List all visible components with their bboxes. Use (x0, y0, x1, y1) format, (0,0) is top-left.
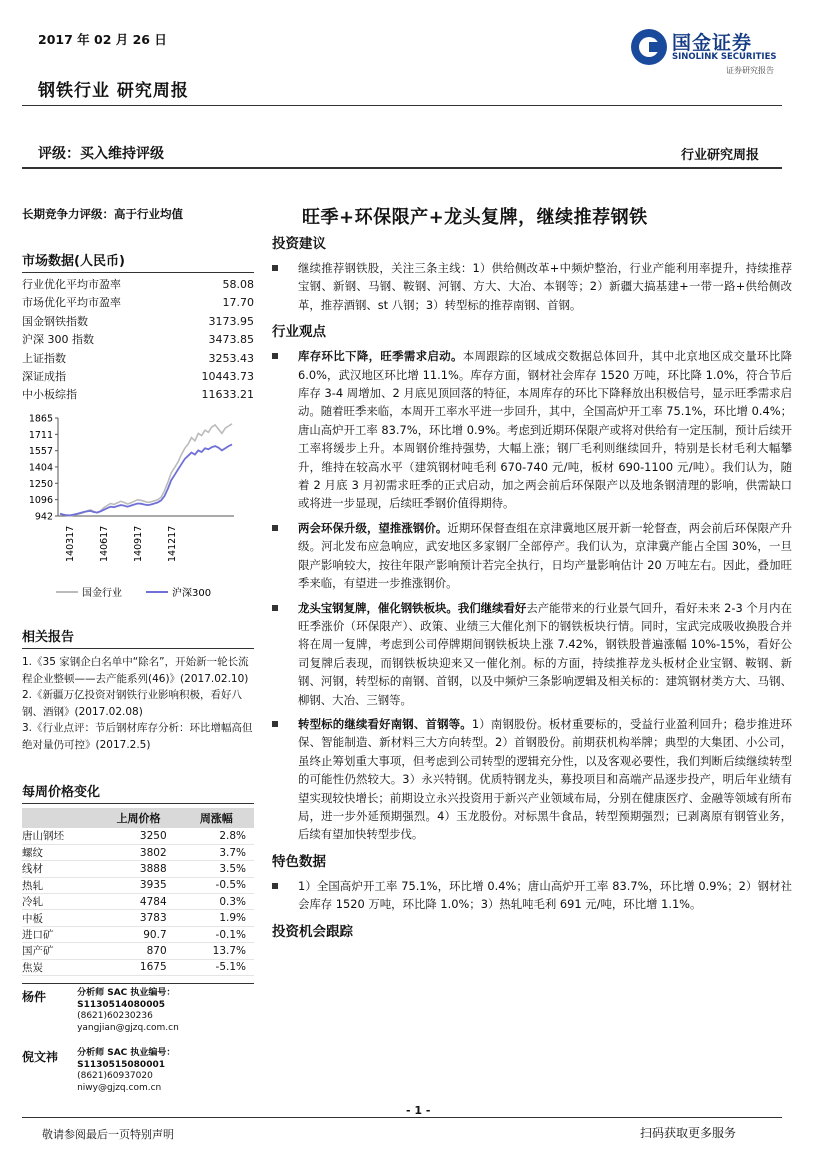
bullet-square-icon (272, 721, 278, 727)
price-name: 中板 (22, 910, 99, 926)
price-section (22, 781, 254, 976)
price-value: 3802 (99, 844, 179, 860)
related-reports-title: 相关报告 (22, 626, 254, 649)
market-value: 3173.95 (208, 314, 254, 328)
section-heading: 投资机会跟踪 (272, 923, 353, 940)
analyst-name: 倪文祎 (22, 1050, 59, 1064)
analyst-line: (8621)60937020 (77, 1071, 153, 1081)
rating-rule (22, 167, 782, 169)
price-header: 上周价格 (99, 808, 179, 828)
analyst-line: yangjian@gjzq.com.cn (77, 1022, 179, 1033)
price-row (22, 910, 254, 926)
series-line-hs300 (60, 445, 232, 516)
price-value: 1675 (99, 959, 179, 975)
analyst-line: niwy@gjzq.com.cn (77, 1082, 162, 1093)
price-row (22, 828, 254, 844)
bullet-paragraph (272, 715, 792, 844)
price-name: 螺纹 (22, 844, 99, 860)
bullet-text: 1）南钢股份。板材重要标的，受益行业盈利回升；稳步推进环保、智能制造、新材料三大方向转型。2）首钢股份。前期获机构举牌；典型的大集团、小公司，虽终止筹划重大事项，但考虑到公司转型的逻辑充分性，以及客观必要性，我们判断后续继续转型的可能性仍然较大。3）永兴特钢。优质特钢龙头，募投项目和高端产品逐步投产，明后年业绩有望实现较快增长；前期设立永兴投资用于新兴产业领域布局，分别在健康医疗、金融等领域有所布局，进一步外延预期强烈。4）玉龙股份。对标黑牛食品，转型预期强烈；已剥离原有钢管业务，后续有望加快转型步伐。 (298, 716, 792, 842)
report-date: 2017 年 02 月 26 日 (38, 32, 167, 47)
price-row (22, 861, 254, 877)
price-change: -5.1% (179, 959, 254, 975)
bullet-text: 近期环保督查组在京津冀地区展开新一轮督查，两会前后环保限产升级。河北发布应急响应，武安地区多家钢厂全部停产。我们认为，京津冀产能占全国 30%，一旦限产影响较大，按往年限产影响预计若完全执行，日均产量影响估计 20 万吨左右。因此，叠加旺季来临，有望进一步推涨钢价。 (298, 520, 792, 591)
price-row (22, 894, 254, 910)
bullet-lead: 两会环保升级，望推涨钢价。 (298, 520, 448, 535)
price-row (22, 943, 254, 959)
page-number: - 1 - (406, 1104, 431, 1117)
price-value: 3888 (99, 861, 179, 877)
price-change: 1.9% (179, 910, 254, 926)
bullet-square-icon (272, 525, 278, 531)
price-row (22, 959, 254, 975)
bullet-text: 1）全国高炉开工率 75.1%，环比增 0.4%；唐山高炉开工率 83.7%，环比增 0.9%；2）钢材社会库存 1520 万吨，环比降 1.0%；3）热轧吨毛利 691 元/吨，环比增 1.1%。 (298, 878, 792, 912)
price-name: 冷轧 (22, 894, 99, 910)
bullet-lead: 转型标的继续看好南钢、首钢等。 (298, 716, 472, 731)
market-data-title: 市场数据(人民币) (22, 250, 254, 273)
index-chart (22, 408, 247, 608)
market-row (22, 386, 254, 404)
section-heading: 投资建议 (272, 236, 326, 252)
rating-text: 评级：买入维持评级 (38, 146, 164, 162)
price-name: 线材 (22, 861, 99, 877)
y-tick-label: 1096 (28, 495, 53, 507)
series-line-industry (60, 424, 232, 516)
y-tick-label: 1404 (28, 462, 53, 474)
market-value: 3253.43 (208, 351, 254, 365)
related-report-item: 3.《行业点评：节后钢材库存分析：环比增幅高但绝对量仍可控》(2017.2.5) (22, 722, 253, 751)
price-name: 焦炭 (22, 959, 99, 975)
market-label: 上证指数 (22, 351, 66, 365)
market-row (22, 276, 254, 294)
price-header: 周涨幅 (179, 808, 254, 828)
price-value: 3935 (99, 877, 179, 893)
price-row (22, 844, 254, 860)
sidebar (22, 206, 254, 405)
report-type: 行业研究周报 (681, 148, 760, 163)
price-header (22, 808, 99, 828)
price-value: 3783 (99, 910, 179, 926)
price-name: 国产矿 (22, 943, 99, 959)
analysts (22, 983, 254, 1108)
market-row (22, 331, 254, 349)
market-value: 3473.85 (208, 333, 254, 347)
bullet-text: 去产能带来的行业景气回升，看好未来 2-3 个月内在旺季涨价（环保限产）、政策、业绩三大催化剂下的钢铁板块行情。同时，宝武完成吸收换股合并将在周一复牌，考虑到公司停牌期间钢铁板块上涨 7.42%，钢铁股普遍涨幅 10%-15%，看好公司复牌后表现，而钢铁板块迎来又一催化剂。标的方面，持续推荐龙头板材企业宝钢、鞍钢、新钢、河钢，转型标的南钢、首钢，以及中频炉三条影响逻辑及相关标的：建筑钢材类方大、马钢、柳钢、大冶、三钢等。 (298, 600, 792, 707)
bullet-lead: 库存环比下降，旺季需求启动。 (298, 349, 463, 364)
section-heading: 行业观点 (272, 324, 326, 341)
footer-disclaimer: 敬请参阅最后一页特别声明 (42, 1128, 174, 1141)
sector-title: 钢铁行业 研究周报 (38, 81, 189, 101)
price-value: 3250 (99, 828, 179, 844)
logo-en-text: SINOLINK SECURITIES (672, 52, 777, 62)
price-value: 4784 (99, 894, 179, 910)
y-tick-label: 1250 (28, 478, 53, 490)
price-row (22, 926, 254, 942)
logo-sub-text: 证券研究报告 (726, 66, 774, 75)
legend-label: 沪深300 (172, 588, 212, 599)
market-label: 国金钢铁指数 (22, 314, 88, 328)
y-tick-label: 1711 (28, 429, 53, 441)
analyst-info (77, 1048, 254, 1094)
section-heading: 特色数据 (272, 853, 326, 870)
market-row (22, 294, 254, 312)
market-value: 11633.21 (201, 388, 254, 402)
price-change: 0.3% (179, 894, 254, 910)
bullet-square-icon (272, 883, 278, 889)
bullet-paragraph (272, 599, 792, 709)
market-label: 沪深 300 指数 (22, 333, 94, 347)
price-change: -0.5% (179, 877, 254, 893)
price-change: -0.1% (179, 926, 254, 942)
bullet-square-icon (272, 353, 278, 359)
main-body (272, 232, 792, 947)
price-value: 870 (99, 943, 179, 959)
analyst-block (22, 1048, 254, 1094)
analyst-name: 杨件 (22, 990, 47, 1004)
analyst-line: (8621)60230236 (77, 1011, 153, 1021)
related-report-item: 1.《35 家钢企白名单中“除名”，开始新一轮长流程企业整顿——去产能系列(46)》(2017.02.10) (22, 656, 249, 685)
bullet-text: 继续推荐钢铁股，关注三条主线：1）供给侧改革+中频炉整治，行业产能利用率提升，持续推荐宝钢、新钢、马钢、鞍钢、河钢、方大、大冶、本钢等；2）新疆大搞基建+一带一路+供给侧改革，推荐酒钢、st 八钢；3）转型标的推荐南钢、首钢。 (298, 261, 792, 312)
analyst-block (22, 988, 254, 1034)
bullet-lead: 龙头宝钢复牌，催化钢铁板块。我们继续看好 (298, 600, 527, 615)
y-tick-label: 1557 (28, 446, 53, 458)
market-row (22, 313, 254, 331)
y-tick-label: 942 (34, 511, 53, 523)
market-label: 中小板综指 (22, 388, 77, 402)
price-change: 3.7% (179, 844, 254, 860)
price-name: 唐山钢坯 (22, 828, 99, 844)
bullet-square-icon (272, 605, 278, 611)
bullet-paragraph (272, 259, 792, 314)
market-value: 17.70 (222, 296, 254, 310)
analyst-info (77, 988, 254, 1034)
market-label: 深证成指 (22, 369, 66, 383)
market-row (22, 368, 254, 386)
related-reports (22, 626, 254, 753)
bullet-paragraph (272, 519, 792, 593)
header-rule (22, 105, 782, 106)
logo-cn-text: 国金证券 (672, 32, 753, 54)
price-title: 每周价格变化 (22, 781, 254, 804)
market-label: 行业优化平均市盈率 (22, 278, 121, 291)
analyst-line: 分析师 SAC 执业编号：S1130514080005 (77, 988, 176, 1010)
price-value: 90.7 (99, 926, 179, 942)
price-change: 2.8% (179, 828, 254, 844)
price-change: 3.5% (179, 861, 254, 877)
x-tick-label: 141217 (167, 525, 178, 562)
brand-logo (630, 26, 790, 78)
long-term-rating: 长期竞争力评级：高于行业均值 (22, 207, 183, 221)
market-data-table (22, 276, 254, 405)
market-row (22, 350, 254, 368)
market-value: 10443.73 (201, 369, 254, 383)
price-change: 13.7% (179, 943, 254, 959)
x-tick-label: 140617 (99, 525, 110, 562)
price-table (22, 808, 254, 976)
market-value: 58.08 (222, 278, 254, 291)
bullet-text: 本周跟踪的区域成交数据总体回升，其中北京地区成交量环比降 6.0%，武汉地区环比增 11.1%。库存方面，钢材社会库存 1520 万吨，环比降 1.0%，符合节后库存 3-4 周增加、2 月底见顶回落的特征，本周库存的环比下降释放出积极信号，显示旺季需求启动。随着旺季来临，本周开工率水平进一步回升，其中，全国高炉开工率 75.1%，环比增 0.4%；唐山高炉开工率 83.7%，环比增 0.9%。考虑到近期环保限产或将对供给有一定压制，预计后续开工率将缓步上升。本周钢价维持强势，大幅上涨；钢厂毛利则继续回升，特别是长材毛利大幅攀升，维持在较高水平（建筑钢材吨毛利 670-740 元/吨，板材 690-1100 元/吨）。我们认为，随着 2 月底 3 月初需求旺季的正式启动，加之两会前后环保限产以及地条钢清理的影响，供需缺口或将进一步显现，后续旺季钢价值得期待。 (298, 349, 792, 511)
bullet-square-icon (272, 265, 278, 271)
market-label: 市场优化平均市盈率 (22, 296, 121, 310)
footer-right: 扫码获取更多服务 (640, 1126, 737, 1140)
x-tick-label: 140917 (133, 525, 144, 562)
price-name: 热轧 (22, 877, 99, 893)
x-tick-label: 140317 (65, 525, 76, 562)
main-title: 旺季+环保限产+龙头复牌，继续推荐钢铁 (302, 207, 648, 228)
y-tick-label: 1865 (28, 413, 53, 425)
price-name: 进口矿 (22, 926, 99, 942)
bullet-paragraph (272, 347, 792, 513)
analyst-line: 分析师 SAC 执业编号：S1130515080001 (77, 1048, 176, 1070)
logo-emblem-icon (630, 28, 668, 66)
legend-label: 国金行业 (82, 588, 122, 599)
price-row (22, 877, 254, 893)
footer-rule (22, 1117, 782, 1118)
bullet-paragraph (272, 877, 792, 914)
related-report-item: 2.《新疆万亿投资对钢铁行业影响积极，看好八钢、酒钢》(2017.02.08) (22, 689, 243, 718)
